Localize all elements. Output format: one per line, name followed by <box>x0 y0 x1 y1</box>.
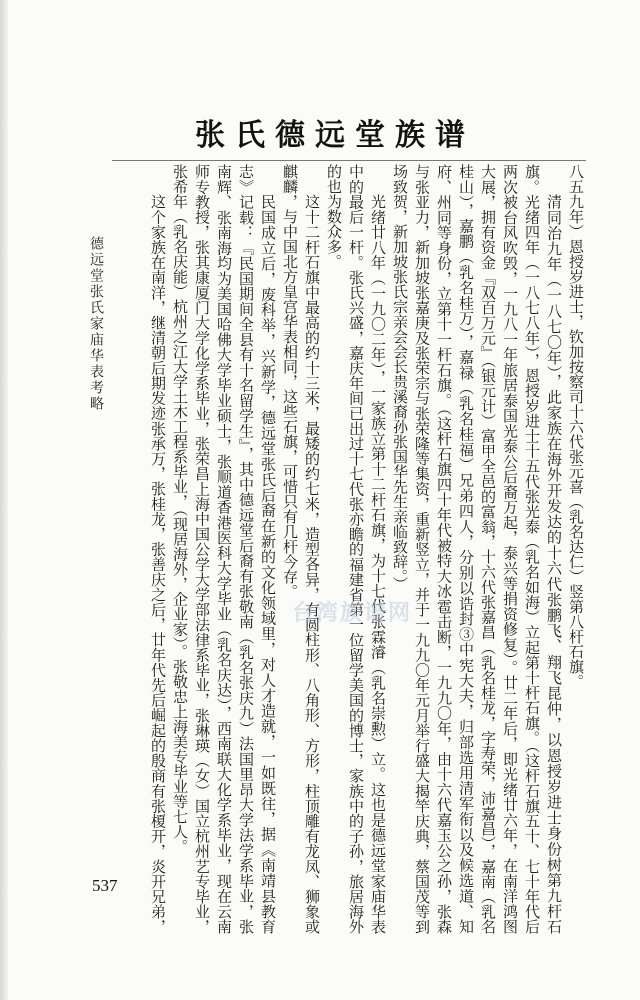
watermark: 台湾族谱网 <box>292 600 413 625</box>
paragraph-3: 光绪廿八年（一九〇二年），一家族立第十二杆石旗，为十七代张霖濬（乳名崇勲）立。这也是德远堂家庙华表中的最后一杆。张氏兴盛，嘉庆年间已出过十七代张亦瞻的福建省第一位留学美国的博士，家族中的子孙，旅居海外的也为数众多。 <box>325 164 387 934</box>
paragraph-5: 民国成立后，废科举，兴新学，德远堂张氏后裔在新的文化领域里，对人才造就，一如既往，据《南靖县教育志》记载：『民国期间全县有十名留学生』，其中德远堂后裔有张敬南（乳名张庆九）法国里昂大学法学系毕业，张南辉、张南海均为美国哈佛大学毕业硕士，张顺道香港医科大学毕业（乳名庆达），西南联大化学系毕业，现在云南师专教授，张其康厦门大学化学系毕业，张荣昌上海中国公学大学部法律系毕业，张琳瑛（女）国立杭州艺专毕业，张希年（乳名庆能）杭州之江大学土木工程系毕业，（现居海外，企业家）。张敬忠上海美专毕业等七人。 <box>171 164 277 934</box>
paragraph-6: 这个家族在南洋，继清朝后期发迹张承万，张桂龙，张善庆之后，廿年代先后崛起的殷商有张榎开，炎开兄弟， <box>149 194 167 934</box>
body-text-vertical <box>145 164 587 934</box>
title-divider <box>112 160 586 161</box>
paragraph-2: 清同治九年（一八七〇年），此家族在海外开发达的十六代张鹏飞、翔飞昆仲，以恩授岁进士身份树第九杆石旗。光绪四年（一八七八年），恩授岁进士十五代张光泰（乳名如海）立起第十杆石旗。（这杆石旗五十、七十年代后两次被台风吹毁，一九八一年旅居泰国光泰公后裔万起，泰兴等捐资修复）。廿二年后，即光绪廿六年，在南洋鸿图大展，拥有资金『双百万元』（银元计）富甲全邑的富翁，十六代张嘉昌（乳名桂龙，字寿荣，沛嘉昌），嘉南（乳名桂山），嘉鹏（乳名桂万），嘉禄（乳名桂福）兄弟四人，分别以诰封③中宪大夫，归部选用清军衔以及候选道、知府、州同等身份，立第十一杆石旗。（这杆石旗四十年代被特大冰雹击断，一九九〇年，由十六代嘉玉公之孙，张森与张亚力，新加坡张嘉庚及张荣宗与张荣隆等集资，重新竖立，并于一九九〇年元月举行盛大揭竿庆典，蔡国茂等到场致贺，新加坡张氏宗亲会会长贵溪裔孙张国华先生亲临致辞。） <box>391 164 563 934</box>
scan-edge-shadow <box>0 0 8 1000</box>
paragraph-4: 这十二杆石旗中最高的约十三米，最矮的约七米，造型各异，有圆柱形、八角形、方形，柱顶雕有龙凤、狮象或麒麟，与中国北方皇宫华表相同，这些石旗，可惜只有几杆今存。 <box>281 164 321 934</box>
paragraph-1: 八五九年）恩授岁进士，钦加按察司十六代张元喜（乳名达仁）竖第八杆石旗。 <box>567 164 585 689</box>
page-title: 张氏德远堂族谱 <box>195 118 475 153</box>
page-number: 537 <box>92 876 118 895</box>
running-head: 德远堂张氏家庙华表考略 <box>88 236 104 412</box>
